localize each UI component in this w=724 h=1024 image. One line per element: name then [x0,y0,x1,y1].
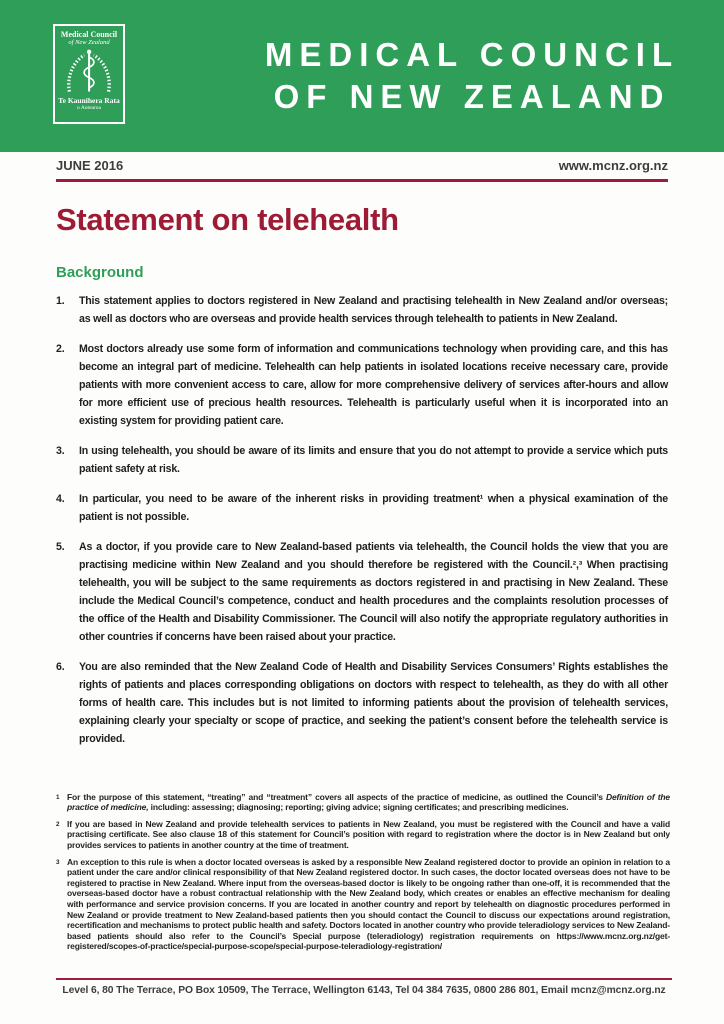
item-text: In particular, you need to be aware of the inherent risks in providing treatment¹ when a physical examination of the patient is not possible. [79,493,668,523]
logo-text-line1: Medical Council [60,30,118,39]
logo-text-line4: o Aotearoa [77,105,101,111]
item-text: You are also reminded that the New Zealand Code of Health and Disability Services Consumers’ Rights establishes the rights of patients and places corresponding obligations on doctors with respect to telehealth, as they do with all other forms of health care. This includes but is not limited to informing patients about the provision of telehealth services, explaining clearly your specialty or scope of practice, and seeking the patient’s consent before the telehealth service is provided. [79,661,668,745]
page-title: Statement on telehealth [56,202,399,237]
org-name-line2: OF NEW ZEALAND [273,78,671,115]
item-text: As a doctor, if you provide care to New Zealand-based patients via telehealth, the Council holds the view that you are practising medicine within New Zealand and you should therefore be registered with the Council.²,³ When practising telehealth, you will be subject to the same requirements as doctors registered in and practising in New Zealand. These include the Medical Council’s competence, conduct and health procedures and the complaints resolution processes of the office of the Health and Disability Commissioner. The Council will also notify the appropriate regulatory authorities in other countries if concerns have been raised about your practice. [79,541,668,643]
item-number: 1. [56,295,65,307]
org-name-line1: MEDICAL COUNCIL [264,36,680,73]
item-number: 4. [56,493,65,505]
footnote-text-pre: An exception to this rule is when a doctor located overseas is asked by a responsible New Zealand registered doctor to provide an opinion in relation to a patient under the care and/or clinical responsibility of that New Zealand registered doctor. In such cases, the doctor located overseas does not have to be registered to practise in New Zealand. Where input from the overseas-based doctor is likely to be ongoing rather than one-off, it is recommended that the overseas-based doctor have a robust contractual relationship with the New Zealand body, which creates or enables an effective mechanism for dealing with performance and service provision concerns. If you are located in another country and report by telehealth on diagnostic procedures performed in New Zealand or provide treatment to New Zealand-based patients then you should contact the Council to discuss our expectations around registration, recertification and mechanisms to protect public health and safety. Doctors located in another country who provide teleradiology services to New Zealand-based patients should also refer to the Council’s Special purpose (teleradiology) registration requirements on https://www.mcnz.org.nz/get-registered/scopes-of-practice/special-purpose-scope/special-purpose-teleradiology-registration/ [67,856,670,952]
item-text: Most doctors already use some form of information and communications technology when providing care, and this has become an integral part of medicine. Telehealth can help patients in isolated locations receive necessary care, provide patients with more convenient access to care, allow for more comprehensive delivery of services after-hours and allow for more efficient use of precious health resources. Telehealth is particularly useful when it is incorporated into an existing system for providing patient care. [79,343,668,427]
footnotes-section [56,792,670,958]
footer-address: Level 6, 80 The Terrace, PO Box 10509, The Terrace, Wellington 6143, Tel 04 384 7635, 0800 286 801, Email mcnz@mcnz.org.nz [62,985,666,996]
item-text: In using telehealth, you should be aware of its limits and ensure that you do not attempt to provide a service which puts patient safety at risk. [79,445,668,475]
footnote-text-pre: For the purpose of this statement, “treating” and “treatment” covers all aspects of the practice of medicine, as outlined the Council’s [67,791,606,802]
footnote-text [67,857,670,952]
item-text: This statement applies to doctors registered in New Zealand and practising telehealth in New Zealand and/or overseas; as well as doctors who are overseas and provide health services through telehealth to patients in New Zealand. [79,295,668,325]
footnote-text [67,792,670,813]
list-item [56,442,668,478]
list-item [56,490,668,526]
mcnz-logo [53,24,125,124]
list-item [56,658,668,748]
footnote-marker: 1 [56,793,60,801]
item-number: 5. [56,541,65,553]
list-item [56,538,668,646]
item-number: 6. [56,661,65,673]
footnote [56,792,670,813]
footnote [56,857,670,952]
masthead [0,0,724,152]
item-number: 3. [56,445,65,457]
list-item [56,340,668,430]
info-bar [0,152,724,179]
logo-text-line2: of New Zealand [68,39,110,46]
header-divider [56,179,668,182]
footnote-text-pre: If you are based in New Zealand and provide telehealth services to patients in New Zealand, you must be registered with the Council and have a valid practising certificate. See also clause 18 of this statement for Council’s position with regard to registration where the doctor is in New Zealand but only provides services to patients in another country at the time of treatment. [67,818,670,851]
website-link[interactable]: www.mcnz.org.nz [558,158,668,173]
issue-date: JUNE 2016 [56,158,124,173]
logo-text-line3: Te Kaunihera Rata [58,96,120,105]
footnote-text [67,819,670,851]
footnote-text-italic: Definition of the practice of medicine, [67,791,670,813]
document-body [0,202,724,748]
footnote-text-post: including: assessing; diagnosing; reporting; giving advice; signing certificates; and prescribing medicines. [148,802,569,813]
footnote [56,819,670,851]
footnote-marker: 3 [56,858,60,866]
footer-divider [56,978,672,981]
list-item [56,292,668,328]
footnote-marker: 2 [56,820,60,828]
item-number: 2. [56,343,65,355]
section-heading-background: Background [56,264,144,281]
page-footer [56,978,672,997]
org-name [238,34,706,118]
rod-of-asclepius-icon [55,48,123,96]
